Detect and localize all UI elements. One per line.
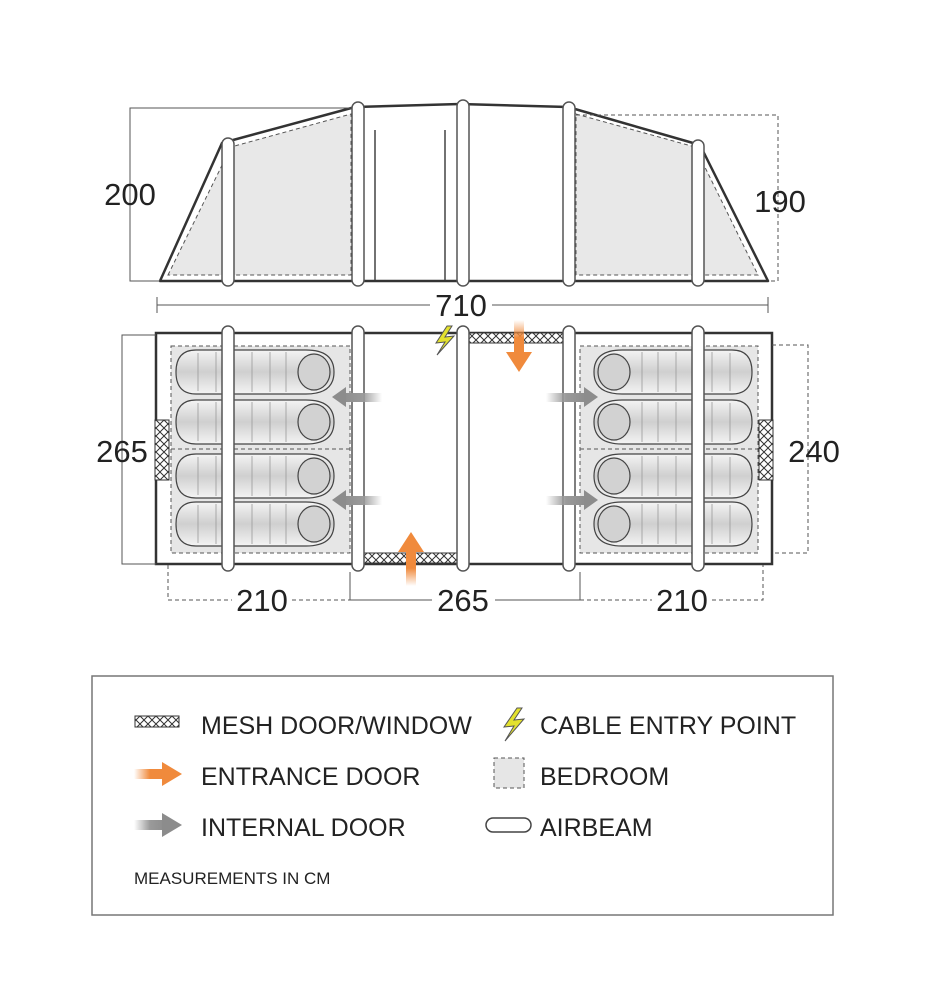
dimension-side-height-left: 200 xyxy=(104,177,156,212)
airbeam-plan-3 xyxy=(457,326,469,571)
legend-cable-label: CABLE ENTRY POINT xyxy=(540,712,797,740)
dimension-floor-width-left: 265 xyxy=(96,434,148,469)
side-elevation xyxy=(130,100,778,286)
mesh-window-right xyxy=(759,420,773,480)
airbeam-side-5 xyxy=(692,140,704,286)
airbeam-side-2 xyxy=(352,102,364,286)
legend-bedroom-label: BEDROOM xyxy=(540,763,670,791)
mesh-legend-icon xyxy=(135,716,179,727)
airbeam-plan-4 xyxy=(563,326,575,571)
bedroom-legend-icon xyxy=(494,758,524,788)
airbeam-side-1 xyxy=(222,138,234,286)
airbeam-legend-icon xyxy=(486,818,531,832)
legend-mesh-label: MESH DOOR/WINDOW xyxy=(201,712,472,740)
legend-box xyxy=(92,676,833,915)
airbeam-side-4 xyxy=(563,102,575,286)
dimension-total-length: 710 xyxy=(435,288,487,323)
legend-entrance-label: ENTRANCE DOOR xyxy=(201,763,421,791)
legend-airbeam-label: AIRBEAM xyxy=(540,814,653,842)
floor-plan xyxy=(122,320,808,586)
dimension-bedroom-left-length: 210 xyxy=(236,583,288,618)
airbeam-plan-1 xyxy=(222,326,234,571)
airbeam-side-3 xyxy=(457,100,469,286)
dimension-floor-width-right: 240 xyxy=(788,434,840,469)
dimension-side-height-right: 190 xyxy=(754,184,806,219)
airbeam-plan-5 xyxy=(692,326,704,571)
legend-internal-label: INTERNAL DOOR xyxy=(201,814,406,842)
dimension-living-length: 265 xyxy=(437,583,489,618)
legend-measurements-note: MEASUREMENTS IN CM xyxy=(134,869,331,888)
dimension-bedroom-right-length: 210 xyxy=(656,583,708,618)
airbeam-plan-2 xyxy=(352,326,364,571)
mesh-window-left xyxy=(155,420,169,480)
